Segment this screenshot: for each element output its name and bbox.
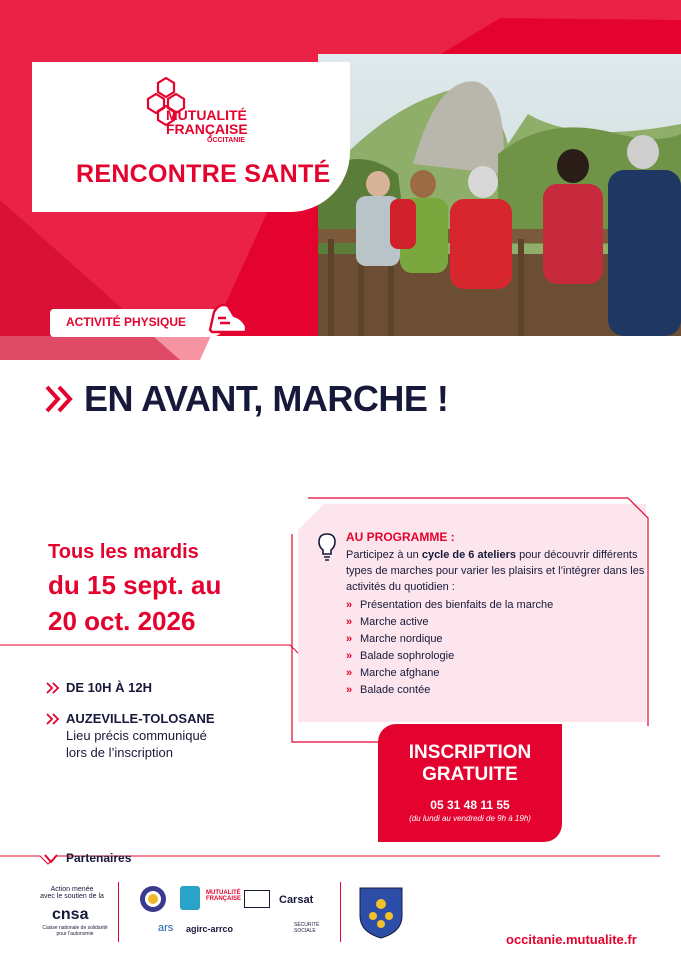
program-intro-end: pour découvrir différents types de marches pour varier les plaisirs et l’intégrer dans les activités du quotidien : xyxy=(346,549,645,593)
list-item: » Marche active xyxy=(346,614,553,631)
chevron-icon xyxy=(46,682,60,694)
cnsa-logo: cnsa xyxy=(52,906,89,923)
place-note-2: lors de l’inscription xyxy=(66,745,173,760)
logo-card xyxy=(32,62,350,212)
dates-line3: 20 oct. 2026 xyxy=(48,606,196,636)
program-list xyxy=(346,597,553,699)
lightbulb-icon xyxy=(317,532,337,562)
registration-title-line1: INSCRIPTION xyxy=(408,742,532,763)
program-intro xyxy=(346,547,646,595)
chevron-icon xyxy=(46,713,60,725)
double-chevron-icon xyxy=(44,384,76,414)
brand-name-line2: FRANÇAISE xyxy=(166,121,248,137)
event-type-title: RENCONTRE SANTÉ xyxy=(76,160,331,188)
partner-seal-icon xyxy=(138,884,168,914)
partners-divider xyxy=(118,882,119,942)
cnsa-subtitle: Caisse nationale de solidarité pour l’autonomie xyxy=(42,925,108,937)
list-item: » Marche nordique xyxy=(346,631,553,648)
partner-logo-box xyxy=(244,890,270,908)
headline: EN AVANT, MARCHE ! xyxy=(84,378,449,419)
place-note-1: Lieu précis communiqué xyxy=(66,728,207,743)
list-item: » Marche afghane xyxy=(346,665,553,682)
place-info: AUZEVILLE-TOLOSANE xyxy=(66,711,215,726)
partner-logo-blue xyxy=(180,886,200,910)
hikers-photo xyxy=(318,54,681,336)
program-intro-bold: cycle de 6 ateliers xyxy=(421,549,517,561)
brand-name-line1: MUTUALITÉ xyxy=(166,107,247,123)
registration-title xyxy=(378,742,562,786)
partners-label: Partenaires xyxy=(66,851,132,865)
support-line1: Action menée xyxy=(50,886,94,893)
activity-tag-label: ACTIVITÉ PHYSIQUE xyxy=(66,315,187,329)
partner-ars: ars xyxy=(158,922,174,934)
list-item: » Balade contée xyxy=(346,682,553,699)
brand-region: OCCITANIE xyxy=(207,137,245,144)
partner-carsat: Carsat xyxy=(279,894,314,906)
dates-line2: du 15 sept. au xyxy=(48,570,222,600)
partners-divider-2 xyxy=(340,882,341,942)
registration-hours: (du lundi au vendredi de 9h à 19h) xyxy=(409,814,531,823)
support-text xyxy=(34,886,110,900)
registration-title-line2: GRATUITE xyxy=(422,764,518,785)
footer-url[interactable]: occitanie.mutualite.fr xyxy=(506,932,637,947)
partner-mutualite: MUTUALITÉ FRANÇAISE xyxy=(206,890,242,902)
list-item: » Présentation des bienfaits de la marche xyxy=(346,597,553,614)
support-line2: avec le soutien de la xyxy=(40,893,104,900)
program-title: AU PROGRAMME : xyxy=(346,530,455,544)
program-intro-start: Participez à un xyxy=(346,549,422,561)
heart-chevron-icon xyxy=(44,853,58,865)
sneaker-icon xyxy=(206,288,276,338)
list-item: » Balade sophrologie xyxy=(346,648,553,665)
time-info: DE 10H À 12H xyxy=(66,680,152,695)
dates-line1: Tous les mardis xyxy=(48,541,199,563)
partner-agirc: agirc-arrco xyxy=(186,924,234,934)
partner-secu: SÉCURITÉ SOCIALE xyxy=(294,922,320,934)
town-crest-icon xyxy=(358,886,404,940)
registration-phone[interactable]: 05 31 48 11 55 xyxy=(430,798,510,812)
